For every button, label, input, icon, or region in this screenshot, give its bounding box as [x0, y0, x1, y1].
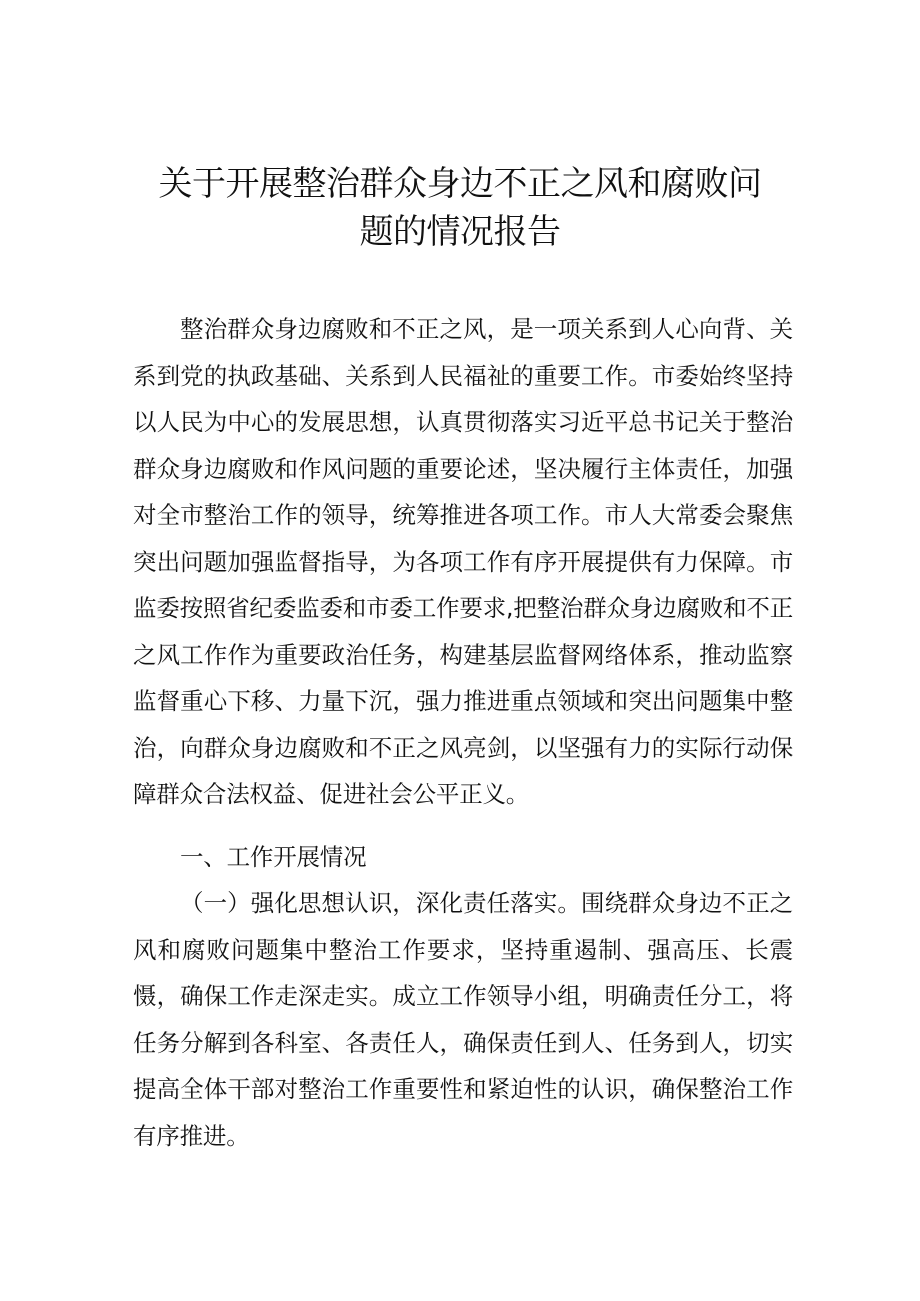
document-title [120, 160, 800, 256]
title-line-1: 关于开展整治群众身边不正之风和腐败问 [158, 164, 762, 204]
subsection-paragraph-1: （一）强化思想认识，深化责任落实。围绕群众身边不正之风和腐败问题集中整治工作要求，坚持重遏制、强高压、长震慑，确保工作走深走实。成立工作领导小组，明确责任分工，将任务分解到各科室、各责任人，确保责任到人、任务到人，切实提高全体干部对整治工作重要性和紧迫性的认识，确保整治工作有序推进。 [133, 889, 793, 1150]
title-line-2: 题的情况报告 [359, 212, 561, 252]
intro-paragraph: 整治群众身边腐败和不正之风，是一项关系到人心向背、关系到党的执政基础、关系到人民福祉的重要工作。市委始终坚持以人民为中心的发展思想，认真贯彻落实习近平总书记关于整治群众身边腐败和作风问题的重要论述，坚决履行主体责任，加强对全市整治工作的领导，统筹推进各项工作。市人大常委会聚焦突出问题加强监督指导，为各项工作有序开展提供有力保障。市监委按照省纪委监委和市委工作要求,把整治群众身边腐败和不正之风工作作为重要政治任务，构建基层监督网络体系，推动监察监督重心下移、力量下沉，强力推进重点领域和突出问题集中整治，向群众身边腐败和不正之风亮剑，以坚强有力的实际行动保障群众合法权益、促进社会公平正义。 [133, 315, 793, 808]
section-heading-work-status: 一、工作开展情况 [180, 843, 367, 871]
